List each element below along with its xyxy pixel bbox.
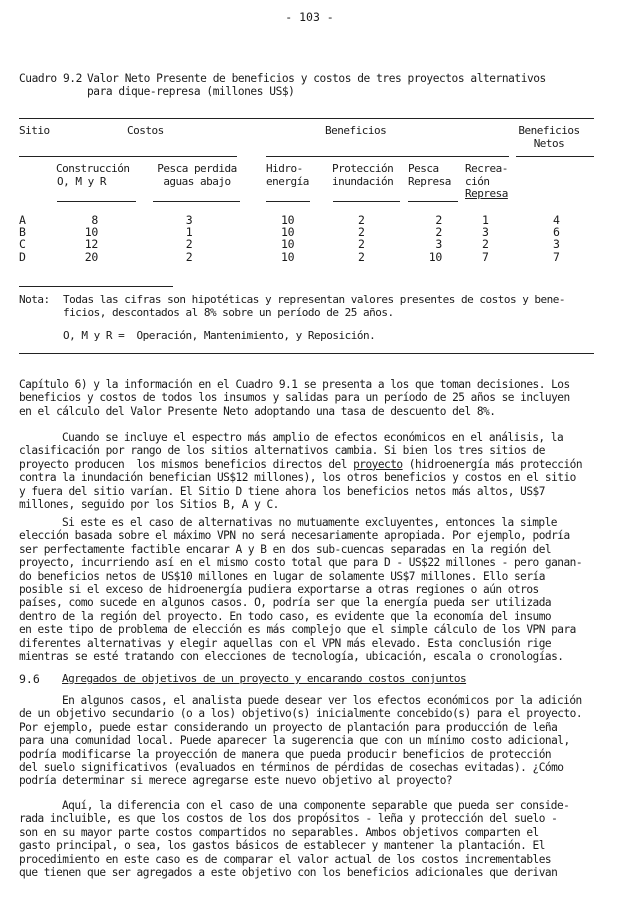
table-cell: 3 [553,237,560,252]
text-line: podría modificarse la proyección de manera que pueda producir beneficios de protección [19,747,552,761]
text-line: ser perfectamente factible encarar A y B en dos sub-cuencas separadas en la región del [19,542,552,556]
costos-group-rule [19,156,237,157]
text-line: beneficios y costos de todos los insumos y salidas para un período de 25 años se incluyen [19,391,570,405]
header-proteccion [332,163,393,188]
text-line: do beneficios netos de US$10 millones en lugar de solamente US$7 millones. Ello sería [19,569,545,583]
header-recreacion-line2: ción [465,174,490,188]
header-hidroenergia [266,163,309,188]
text-line: diferentes alternativas y elegir aquellas con el VPN más elevado. Esta conclusión rige [19,636,552,650]
table-cell: 20 [84,249,98,264]
header-pesca-perdida [152,163,242,188]
table-cell: 2 [185,237,193,252]
header-pesca-perdida-line2: aguas abajo [163,174,231,188]
table-title-line2: para dique-represa (millones US$) [87,85,295,98]
beneficios-group-rule [266,156,509,157]
text-line: son en su mayor parte costos compartidos no separables. Ambos objetivos comparten el [19,825,539,839]
table-title [87,72,587,98]
table-cell: C [19,237,26,252]
col-netos [553,214,560,263]
header-proteccion-line2: inundación [332,174,394,188]
table-cell: 12 [84,237,98,252]
page-number: - 103 - [285,10,334,24]
table-cell: 10 [428,249,442,264]
table-cell: 10 [281,249,295,264]
header-recreacion [465,163,508,201]
table-cell: 3 [435,237,442,252]
table-cell: 4 [553,213,560,227]
netos-group-rule [516,156,594,157]
col-hidroenergia [281,214,294,263]
text-line: Por ejemplo, puede estar considerando un proyecto de plantación para producción de leña [19,720,558,734]
paragraph-2 [19,431,599,511]
table-cell: 10 [281,237,295,252]
paragraph-4 [19,694,599,788]
text-line: y fuera del sitio varían. El Sitio D tiene ahora los beneficios netos más altos, US$7 [19,484,545,498]
header-pesca-represa-line1: Pesca [408,162,439,175]
text-line: Aquí, la diferencia con el caso de una componente separable que pueda ser conside- [62,799,570,812]
header-recreacion-line3: Represa [465,187,508,200]
text-line: mientras se esté tratando con elecciones de tecnología, ubicación, escala o cronologías. [19,650,564,664]
text-line: países, como sucede en algunos casos. O, podría ser que la energía pueda ser utilizada [19,596,552,610]
col-construccion [78,214,98,263]
table-cell: 2 [185,249,193,264]
table-cell: 8 [91,213,98,227]
text-line: En algunos casos, el analista puede desear ver los efectos económicos por la adición [62,694,582,707]
text-line: Cuando se incluye el espectro más amplio de efectos económicos en el análisis, la [62,431,564,444]
underlined-word: proyecto [353,457,403,471]
note-text [63,293,565,319]
text-line: Si este es el caso de alternativas no mutuamente excluyentes, entonces la simple [62,516,557,529]
text-line: procedimiento en este caso es de comparar el valor actual de los costos incrementables [19,852,552,866]
table-cell: 10 [84,225,98,240]
text-line: gasto principal, o sea, los gastos básicos de establecer y mantener la plantación. El [19,839,545,853]
header-beneficios-netos-line1: Beneficios [518,124,580,137]
col-sitio [19,214,26,263]
text-line: en este tipo de problema de elección es más complejo que el simple cálculo de los VPN para [19,623,576,637]
proteccion-rule [333,201,400,202]
header-pesca-represa [408,163,451,188]
header-hidro-line1: Hidro- [266,162,303,175]
text-line: en el cálculo del Valor Presente Neto adoptando una tasa de descuento del 8%. [19,404,496,418]
table-cell: 2 [358,213,365,227]
table-title-line1: Valor Neto Presente de beneficios y costos de tres proyectos alternativos [87,72,546,85]
header-proteccion-line1: Protección [332,162,394,175]
text-line: rada incluible, es que los costos de los dos propósitos - leña y protección del suelo - [19,812,558,826]
text-line: posible si el exceso de hidroenergía pudiera exportarse a otras regiones o aún otros [19,583,539,597]
table-cell: 3 [482,225,489,240]
text-line: clasificación por rango de los sitios alternativos cambia. Si bien los tres sitios de [19,444,545,458]
header-sitio: Sitio [19,124,50,137]
text-line: para una comunidad local. Puede aparecer la sugerencia que con un mínimo costo adicional, [19,734,570,748]
paragraph-1 [19,378,599,418]
col-proteccion [358,214,365,263]
text-line: Capítulo 6) y la información en el Cuadro 9.1 se presenta a los que toman decisiones. Los [19,378,570,391]
pesca-represa-rule [408,201,458,202]
note-line1: Todas las cifras son hipotéticas y representan valores presentes de costos y bene- [63,293,566,306]
table-cell: 1 [185,225,193,240]
table-cell: 7 [482,249,489,264]
pesca-perdida-rule [153,201,240,202]
col-pesca-perdida [183,214,195,263]
text-line: elección basada sobre el máximo VPN no será necesariamente apropiada. Por ejemplo, podría [19,529,570,543]
header-recreacion-line1: Recrea- [465,162,508,175]
note-separator [19,286,173,287]
construccion-rule [57,201,136,202]
table-cell: 2 [435,213,442,227]
table-cell: 2 [435,225,442,240]
section-number: 9.6 [19,672,40,686]
text-segment: (hidroenergía más protección [402,457,583,471]
header-hidro-line2: energía [266,174,309,188]
note-label: Nota: [19,293,50,306]
table-label: Cuadro 9.2 [19,72,82,85]
header-beneficios: Beneficios [325,124,387,137]
text-line: millones, seguido por los Sitios B, A y C. [19,498,279,512]
header-beneficios-netos-line2: Netos [533,136,565,150]
text-line: del suelo significativos (evaluados en términos de pérdidas de cosechas evitadas). ¿Cómo [19,761,564,775]
text-line: contra la inundación benefician US$12 millones), los otros beneficios y costos en el sitio [19,471,576,485]
table-cell: 2 [358,249,365,264]
text-line: podría determinar si merece agregarse este nuevo objetivo al proyecto? [19,774,453,788]
header-costos: Costos [127,124,164,137]
table-cell: 7 [553,249,560,264]
table-bottom-rule [19,353,594,354]
text-line: dentro de la región del proyecto. En todo caso, es evidente que la economía del insumo [19,609,552,623]
table-cell: 1 [482,213,489,227]
table-cell: B [19,225,26,240]
table-cell: 2 [358,237,365,252]
table-cell: A [19,213,26,227]
table-cell: 2 [482,237,489,252]
table-top-rule [19,118,594,119]
text-line: de un objetivo secundario (o a los) objetivo(s) inicialmente concebido(s) para el proyecto. [19,707,583,721]
paragraph-3 [19,516,599,663]
header-construccion [56,163,129,188]
table-cell: 6 [553,225,560,240]
text-line: proyecto, incurriendo así en el mismo costo total que para D - US$22 millones - pero ganan- [19,556,583,570]
table-cell: 3 [185,213,193,227]
header-construccion-line2: O, M y R [57,174,106,188]
table-cell: 10 [281,213,295,227]
text-line: que tienen que ser agregados a este objetivo con los beneficios adicionales que derivan [19,866,558,880]
col-recreacion [482,214,489,263]
note-abbrev: O, M y R = Operación, Mantenimiento, y Reposición. [63,329,376,342]
text-line [19,458,599,471]
section-title: Agregados de objetivos de un proyecto y encarando costos conjuntos [62,672,467,685]
note-line2: ficios, descontados al 8% sobre un período de 25 años. [63,306,394,319]
col-pesca-represa [422,214,442,263]
header-beneficios-netos [516,125,582,150]
text-segment: proyecto producen los mismos beneficios directos del [19,457,354,471]
table-cell: 2 [358,225,365,240]
hidro-rule [266,201,310,202]
header-pesca-represa-line2: Represa [408,174,451,188]
paragraph-5 [19,799,599,879]
header-pesca-perdida-line1: Pesca perdida [157,162,237,175]
table-cell: D [19,249,26,264]
header-construccion-line1: Construcción [56,162,130,175]
table-cell: 10 [281,225,295,240]
